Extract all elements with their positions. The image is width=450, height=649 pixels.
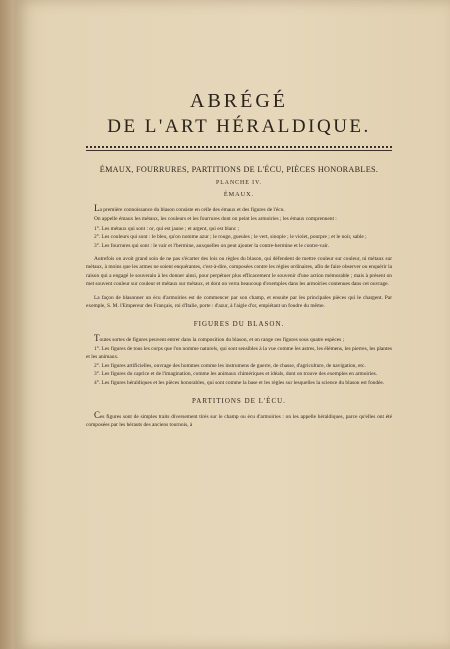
- paragraph: 3°. Les fourrures qui sont : le vair et l'hermine, auxquelles on peut ajouter la contre-hermine et le contre-vair.: [94, 242, 329, 249]
- partitions-text: [86, 411, 392, 430]
- figures-text: [86, 334, 392, 386]
- subsection-figures-title: FIGURES DU BLASON.: [193, 320, 285, 329]
- paragraph: Autrefois on avoit grand soin de ne pas s'écarter des lois ou règles du blason, qui défendent de mettre couleur sur couleur, ni métaux sur métaux, à moins que les armes ne soient enquérantes, c'est-à-dire, composées contre les règles ordinaires, afin de faire observer ou enquérir la raison qui a engagé le souverain à les donner ainsi, pour perpétuer plus efficacement le souvenir d'une action mémorable ; mais à présent on met souvent couleur sur couleur et métaux sur métaux, et dont on verra beaucoup d'exemples dans les armoiries contenues dans cet ouvrage.: [86, 256, 392, 288]
- paragraph: La première connoissance du blason consiste en celle des émaux et des figures de l'écu.: [94, 203, 285, 213]
- subsection-emaux-title: ÉMAUX.: [223, 191, 255, 198]
- paragraph: 1°. Les figures de tous les corps que l'on nomme naturels, qui sont sensibles à la vue comme les astres, les élémens, les pierres, les plantes et les animaux.: [86, 345, 392, 361]
- title-line-1: ABRÉGÉ: [190, 90, 288, 112]
- paragraph: 1°. Les métaux qui sont : or, qui est jaune ; et argent, qui est blanc ;: [94, 225, 240, 232]
- plate-label: PLANCHE IV.: [216, 180, 262, 186]
- section-title: ÉMAUX, FOURRURES, PARTITIONS DE L'ÉCU, PIÈCES HONORABLES.: [99, 165, 379, 174]
- subsection-partitions-title: PARTITIONS DE L'ÉCU.: [192, 396, 286, 405]
- emaux-text: [86, 204, 392, 310]
- book-page: [14, 0, 450, 649]
- paragraph: 3°. Les figures du caprice et de l'imagination, comme les animaux chimériques et idéals, dont on trouve des exemples en armoiries.: [94, 371, 378, 378]
- paragraph: On appelle émaux les métaux, les couleurs et les fourrures dont on peint les armoiries ; les émaux comprennent :: [94, 216, 337, 223]
- paragraph: 4°. Les figures héraldiques et les pièces honorables, qui sont comme la base et les règles sur lesquelles la science du blason est fondée.: [94, 379, 385, 386]
- title-line-2: DE L'ART HÉRALDIQUE.: [107, 116, 371, 137]
- paragraph: 2°. Les figures artificielles, ouvrage des hommes comme les instrumens de guerre, de chasse, d'agriculture, de navigation, etc.: [94, 362, 366, 369]
- title-rule-dotted: [86, 146, 392, 148]
- title-rule: [86, 150, 392, 151]
- paragraph: 2°. Les couleurs qui sont : le bleu, qu'on nomme azur ; le rouge, gueules ; le vert, sinople ; le violet, pourpre ; et le noir, sable ;: [94, 234, 367, 241]
- page-content: [86, 90, 392, 430]
- paragraph: La façon de blasonner un écu d'armoiries est de commencer par son champ, et ensuite par les principales pièces qui le chargent. Par exemple, S. M. l'Empereur des Français, roi d'Italie, porte : d'azur, à l'aigle d'or, empiétant un foudre du même.: [86, 294, 392, 310]
- book-spine: [0, 0, 14, 649]
- paragraph: Ces figures sont de simples traits diversement tirés sur le champ ou écu d'armoiries : on les appelle héraldiques, parce qu'elles ont été composées par les hérauts des anciens tournois, à: [86, 409, 392, 429]
- paragraph: Toutes sortes de figures peuvent entrer dans la composition du blason, et on range ces figures sous quatre espèces ;: [94, 333, 345, 344]
